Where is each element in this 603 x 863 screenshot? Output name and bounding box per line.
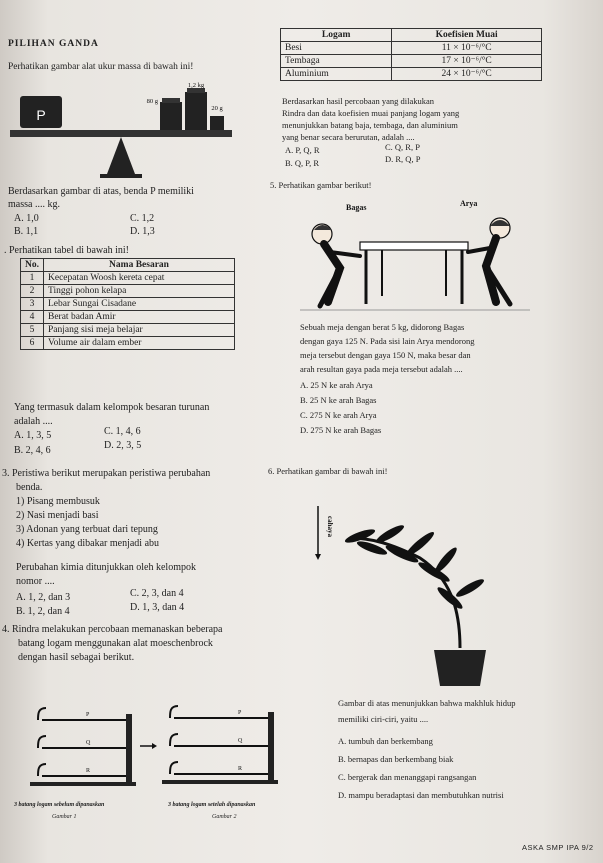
q3-option-a[interactable]: A. 1, 2, dan 3 [16,592,71,603]
q4-option-c[interactable]: C. Q, R, P [385,142,420,152]
figure-1-label: Gambar 1 [52,814,77,820]
footer-code: ASKA SMP IPA 9/2 [522,843,594,852]
q6-option-d[interactable]: D. mampu beradaptasi dan membutuhkan nutrisi [338,790,504,800]
plant-leaves [344,523,486,612]
table-row: 6 Volume air dalam ember [21,337,235,350]
table-row: 4 Berat badan Amir [21,311,235,324]
q4-logam-table [280,28,542,81]
q1-stem-line1: Berdasarkan gambar di atas, benda P memiliki [8,186,194,197]
balance-illustration [10,82,240,182]
q5-option-c[interactable]: C. 275 N ke arah Arya [300,410,377,420]
q3-item: 4) Kertas yang dibakar menjadi abu [16,538,160,549]
q1-option-d[interactable]: D. 1,3 [130,226,155,237]
flower-pot [434,650,486,686]
moeschenbrock-figures [28,700,288,800]
figure-2-label: Gambar 2 [212,814,237,820]
arya-label: Arya [460,199,478,208]
figure-2-after-heating [162,706,278,784]
table-row: 2 Tinggi pohon kelapa [21,285,235,298]
q3-option-d[interactable]: D. 1, 3, dan 4 [130,602,185,613]
svg-text:P: P [86,712,90,718]
pushing-table-illustration [300,196,530,316]
q2-table [20,258,235,350]
q4-stem-line1: 4. Rindra melakukan percobaan memanaskan beberapa [2,624,223,635]
table-row: 5 Panjang sisi meja belajar [21,324,235,337]
q4-conclusion-line3: menunjukkan batang baja, tembaga, dan aluminium [282,120,458,130]
table-header-row: Logam Koefisien Muai [281,29,542,42]
q2-option-c[interactable]: C. 1, 4, 6 [104,426,141,437]
q2-option-b[interactable]: B. 2, 4, 6 [14,445,51,456]
q1-option-b[interactable]: B. 1,1 [14,226,39,237]
table-row: 1 Kecepatan Woosh kereta cepat [21,272,235,285]
q6-stem: 6. Perhatikan gambar di bawah ini! [268,466,388,476]
q4-stem-line2: batang logam menggunakan alat moeschenbrock [18,638,213,649]
q3-item: 3) Adonan yang terbuat dari tepung [16,524,158,535]
weight-80g [160,102,182,130]
q4-option-a[interactable]: A. P, Q, R [285,145,320,155]
arya-figure [468,218,510,304]
balance-beam [10,130,232,137]
q3-question-line2: nomor .... [16,576,55,587]
q6-option-b[interactable]: B. bernapas dan berkembang biak [338,754,454,764]
q1-option-a[interactable]: A. 1,0 [14,213,39,224]
q6-text-line2: memiliki ciri-ciri, yaitu .... [338,714,429,724]
table-icon [360,242,468,304]
q3-question-line1: Perubahan kimia ditunjukkan oleh kelompok [16,562,196,573]
q3-item: 1) Pisang membusuk [16,496,100,507]
q5-text-line2: dengan gaya 125 N. Pada sisi lain Arya mendorong [300,336,475,346]
object-p-label: P [36,107,46,123]
q4-conclusion-line1: Berdasarkan hasil percobaan yang dilakukan [282,96,434,106]
q3-stem-line1: 3. Peristiwa berikut merupakan peristiwa perubahan [2,468,211,479]
q4-stem-line3: dengan hasil sebagai berikut. [18,652,135,663]
q3-stem-line2: benda. [16,482,43,493]
svg-text:R: R [238,766,243,772]
balance-fulcrum [107,137,135,174]
q5-option-a[interactable]: A. 25 N ke arah Arya [300,380,373,390]
q5-option-d[interactable]: D. 275 N ke arah Bagas [300,425,382,435]
q2-intro: . Perhatikan tabel di bawah ini! [4,245,129,256]
q5-text-line3: meja tersebut dengan gaya 150 N, maka besar dan [300,350,471,360]
table-row: Aluminium 24 × 10⁻⁶/°C [281,68,542,81]
svg-text:Q: Q [86,740,91,746]
weight-1-2kg-label: 1,2 kg [187,82,205,89]
table-row: Tembaga 17 × 10⁻⁶/°C [281,55,542,68]
q4-option-d[interactable]: D. R, Q, P [385,154,421,164]
q3-option-b[interactable]: B. 1, 2, dan 4 [16,606,70,617]
svg-text:Q: Q [238,738,243,744]
svg-text:R: R [86,768,91,774]
q3-item: 2) Nasi menjadi basi [16,510,99,521]
bagas-label: Bagas [346,203,367,212]
light-label: cahaya [326,516,334,537]
table-header-row: No. Nama Besaran [21,259,235,272]
q4-conclusion-line4: yang benar secara berurutan, adalah .... [282,132,415,142]
q1-stem-line2: massa .... kg. [8,199,60,210]
q5-text-line1: Sebuah meja dengan berat 5 kg, didorong Bagas [300,322,465,332]
q6-text-line1: Gambar di atas menunjukkan bahwa makhluk hidup [338,698,516,708]
q4-option-b[interactable]: B. Q, P, R [285,158,320,168]
q1-instruction: Perhatikan gambar alat ukur massa di bawah ini! [8,62,194,72]
q2-stem-line1: Yang termasuk dalam kelompok besaran turunan [14,402,210,413]
q1-option-c[interactable]: C. 1,2 [130,213,155,224]
q2-option-a[interactable]: A. 1, 3, 5 [14,430,52,441]
q3-option-c[interactable]: C. 2, 3, dan 4 [130,588,184,599]
table-row: 3 Lebar Sungai Cisadane [21,298,235,311]
q2-stem-line2: adalah .... [14,416,53,427]
table-row: Besi 11 × 10⁻⁶/°C [281,42,542,55]
q2-option-d[interactable]: D. 2, 3, 5 [104,440,142,451]
q5-text-line4: arah resultan gaya pada meja tersebut adalah .... [300,364,463,374]
section-title: PILIHAN GANDA [8,39,99,49]
weight-20g [210,116,224,130]
arrow-icon [140,743,157,749]
figure-1-caption: 3 batang logam sebelum dipanaskan [14,802,105,808]
figure-1-before-heating [30,708,136,786]
q6-option-a[interactable]: A. tumbuh dan berkembang [338,736,433,746]
weight-20g-label: 20 g [211,105,223,112]
weight-1-2kg [185,92,207,130]
weight-80g-label: 80 g [146,98,158,105]
q6-option-c[interactable]: C. bergerak dan menanggapi rangsangan [338,772,477,782]
q5-option-b[interactable]: B. 25 N ke arah Bagas [300,395,377,405]
figure-2-caption: 3 batang logam setelah dipanaskan [168,802,256,808]
plant-phototropism-illustration [310,488,500,688]
q4-conclusion-line2: Rindra dan data koefisien muai panjang logam yang [282,108,460,118]
svg-text:P: P [238,710,242,716]
bagas-figure [312,224,360,306]
q5-stem: 5. Perhatikan gambar berikut! [270,180,372,190]
